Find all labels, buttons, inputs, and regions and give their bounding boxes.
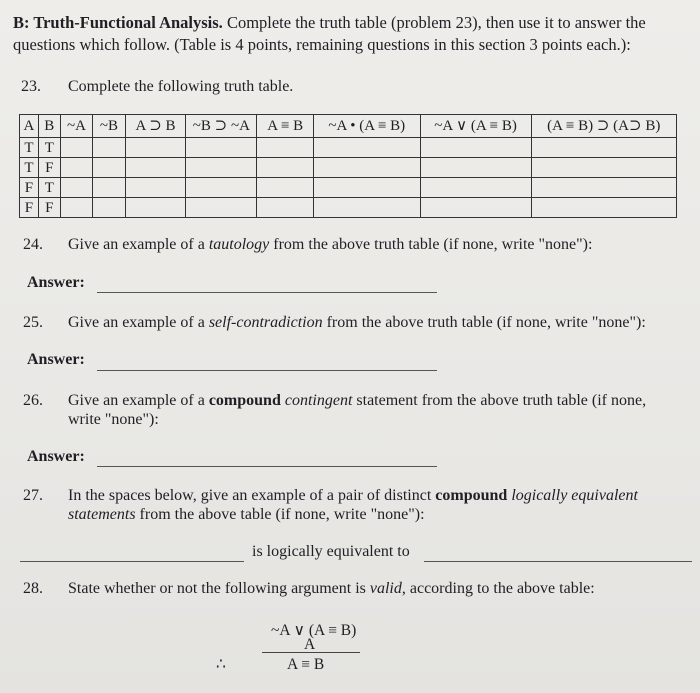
header-a: A	[20, 115, 39, 138]
argument-conclusion: A ≡ B	[287, 656, 325, 673]
header-a-equiv-b: A ≡ B	[257, 115, 313, 138]
blank-cell[interactable]	[186, 158, 257, 178]
cell-b: T	[38, 138, 60, 158]
q27-em: logically equivalent	[507, 487, 638, 504]
q28-text	[68, 580, 595, 598]
blank-cell[interactable]	[420, 198, 531, 218]
blank-cell[interactable]	[313, 158, 420, 178]
blank-cell[interactable]	[257, 198, 313, 218]
q28-pre: State whether or not the following argument is	[68, 580, 370, 597]
blank-cell[interactable]	[125, 158, 186, 178]
blank-cell[interactable]	[93, 198, 125, 218]
q27-second-statement-line[interactable]	[424, 561, 692, 562]
header-a-implies-b: A ⊃ B	[125, 115, 186, 138]
blank-cell[interactable]	[186, 198, 257, 218]
q24-text	[68, 236, 592, 254]
header-not-b-implies-not-a: ~B ⊃ ~A	[186, 115, 257, 138]
q26-answer-label: Answer:	[27, 448, 85, 465]
q28-number: 28.	[23, 580, 43, 597]
q26-post: statement from the above truth table (if none,	[352, 392, 647, 409]
argument-conclusion-line	[262, 652, 360, 653]
table-row	[20, 198, 677, 218]
q26-bold: compound	[208, 392, 281, 409]
section-instructions: Complete the truth table (problem 23), then use it to answer the questions which follow. (Table is 4 points, remaining questions in this section 3 points each.):	[13, 13, 646, 54]
q25-answer-label: Answer:	[27, 351, 85, 368]
blank-cell[interactable]	[93, 158, 125, 178]
q25-em: self-contradiction	[208, 314, 323, 331]
q28-em: valid	[369, 580, 402, 597]
q26-answer-line[interactable]	[97, 466, 437, 467]
table-row	[20, 178, 677, 198]
q27-text	[68, 487, 638, 505]
header-not-a-or-equiv: ~A ∨ (A ≡ B)	[420, 115, 531, 138]
blank-cell[interactable]	[531, 198, 676, 218]
section-intro	[13, 12, 693, 56]
blank-cell[interactable]	[125, 138, 186, 158]
section-title: B: Truth-Functional Analysis.	[13, 13, 223, 32]
blank-cell[interactable]	[313, 138, 420, 158]
blank-cell[interactable]	[93, 178, 125, 198]
blank-cell[interactable]	[420, 178, 531, 198]
q24-answer-line[interactable]	[97, 292, 437, 293]
q27-bold: compound	[435, 487, 508, 504]
q27-line2-post: from the above table (if none, write "none"):	[135, 506, 425, 523]
q26-text	[68, 392, 646, 410]
blank-cell[interactable]	[420, 138, 531, 158]
blank-cell[interactable]	[60, 198, 92, 218]
q27-first-statement-line[interactable]	[20, 561, 244, 562]
blank-cell[interactable]	[313, 178, 420, 198]
blank-cell[interactable]	[125, 178, 186, 198]
blank-cell[interactable]	[125, 198, 186, 218]
q25-post: from the above truth table (if none, write "none"):	[322, 314, 646, 331]
q27-text-line2	[68, 506, 425, 524]
q25-answer-line[interactable]	[97, 370, 437, 371]
blank-cell[interactable]	[60, 138, 92, 158]
q28-post: , according to the above table:	[401, 580, 595, 597]
q24-post: from the above truth table (if none, write "none"):	[269, 236, 593, 253]
blank-cell[interactable]	[60, 178, 92, 198]
truth-table-header-row	[20, 115, 677, 138]
blank-cell[interactable]	[60, 158, 92, 178]
q27-pre: In the spaces below, give an example of a pair of distinct	[68, 487, 436, 504]
header-equiv-implies-implies: (A ≡ B) ⊃ (A⊃ B)	[531, 115, 676, 138]
q24-number: 24.	[23, 236, 43, 253]
table-row	[20, 158, 677, 178]
q27-equiv-label: is logically equivalent to	[252, 543, 410, 560]
q26-number: 26.	[23, 392, 43, 409]
q26-pre: Give an example of a	[68, 392, 209, 409]
blank-cell[interactable]	[257, 178, 313, 198]
q25-pre: Give an example of a	[68, 314, 209, 331]
blank-cell[interactable]	[257, 158, 313, 178]
header-not-b: ~B	[93, 115, 125, 138]
cell-a: T	[20, 138, 39, 158]
blank-cell[interactable]	[420, 158, 531, 178]
blank-cell[interactable]	[531, 158, 676, 178]
blank-cell[interactable]	[531, 178, 676, 198]
q23-number: 23.	[21, 78, 41, 95]
blank-cell[interactable]	[313, 198, 420, 218]
therefore-symbol: ∴	[216, 656, 226, 673]
q24-answer-label: Answer:	[27, 274, 85, 291]
cell-a: F	[20, 198, 39, 218]
argument-premise-2: A	[304, 636, 316, 653]
q26-text-line2: write "none"):	[68, 411, 159, 428]
q27-number: 27.	[23, 487, 43, 504]
q26-em: contingent	[280, 392, 353, 409]
table-row	[20, 138, 677, 158]
truth-table	[19, 114, 677, 218]
q24-pre: Give an example of a	[68, 236, 209, 253]
blank-cell[interactable]	[93, 138, 125, 158]
argument-premise-1: ~A ∨ (A ≡ B)	[271, 622, 357, 639]
header-b: B	[38, 115, 60, 138]
blank-cell[interactable]	[186, 178, 257, 198]
cell-a: F	[20, 178, 39, 198]
header-not-a: ~A	[60, 115, 92, 138]
cell-b: T	[38, 178, 60, 198]
q24-em: tautology	[208, 236, 270, 253]
blank-cell[interactable]	[531, 138, 676, 158]
cell-b: F	[38, 198, 60, 218]
header-not-a-and-equiv: ~A • (A ≡ B)	[313, 115, 420, 138]
cell-b: F	[38, 158, 60, 178]
q25-text	[68, 314, 646, 332]
blank-cell[interactable]	[186, 138, 257, 158]
q27-line2-em: statements	[68, 506, 136, 523]
blank-cell[interactable]	[257, 138, 313, 158]
q23-text: Complete the following truth table.	[68, 78, 294, 95]
cell-a: T	[20, 158, 39, 178]
q25-number: 25.	[23, 314, 43, 331]
